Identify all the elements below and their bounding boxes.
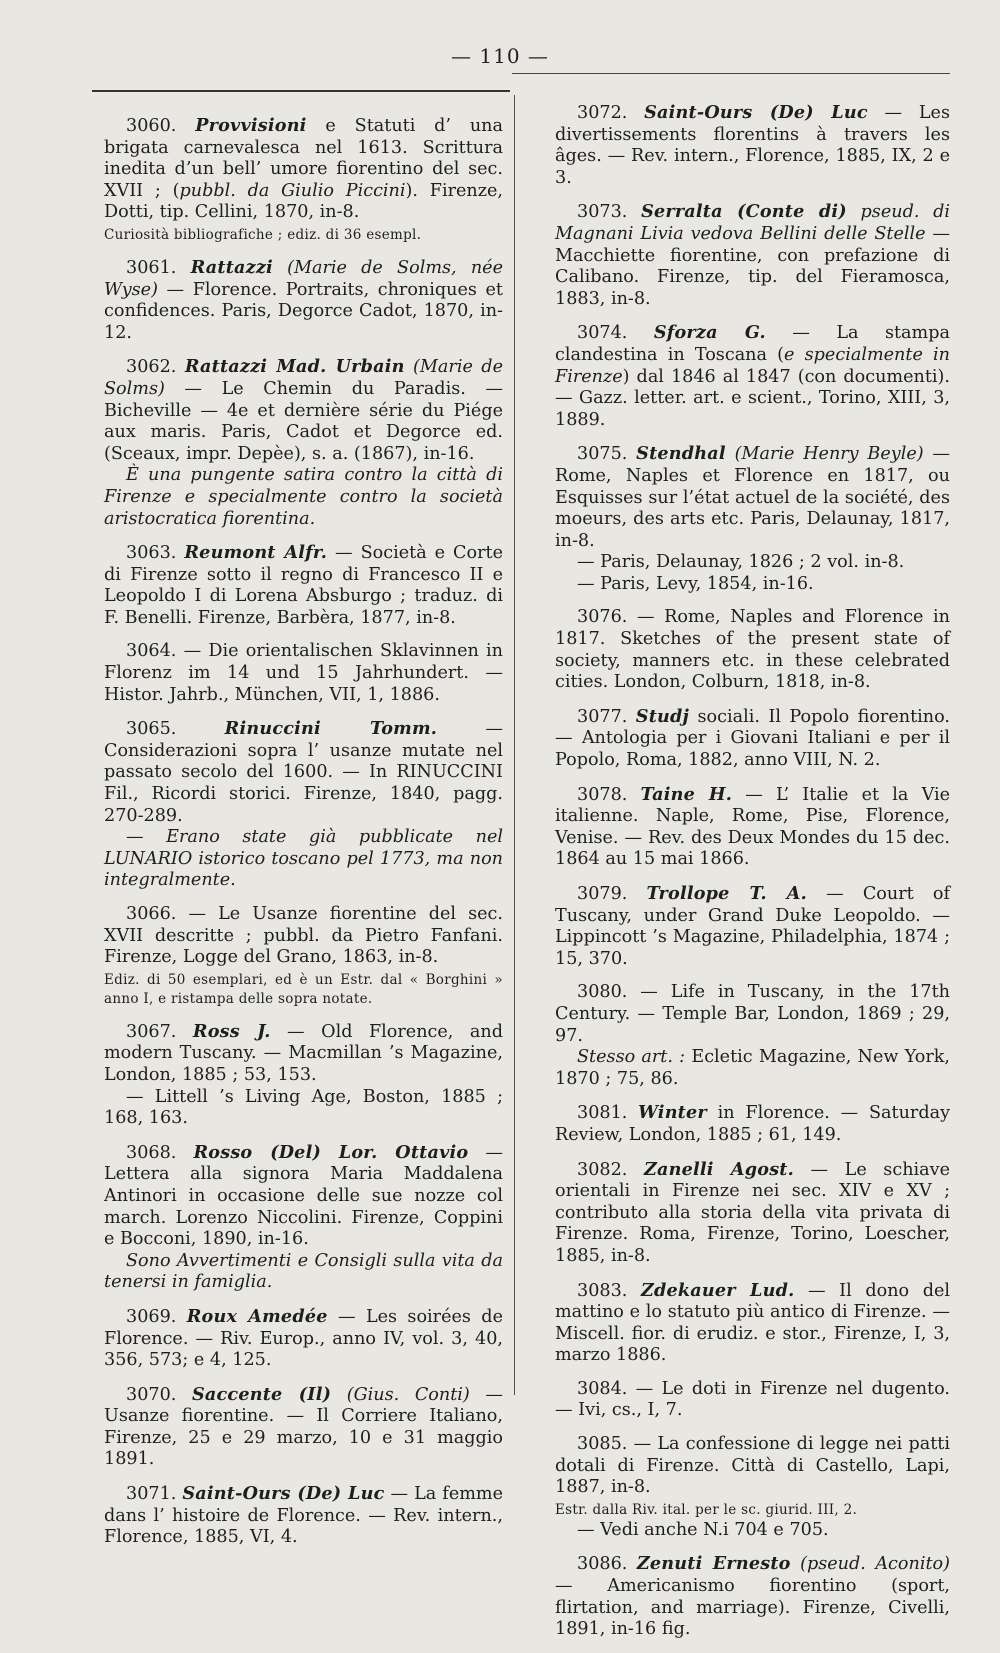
entry-number: 3083. bbox=[577, 1280, 641, 1301]
entry-text bbox=[555, 1379, 950, 1422]
entry-body: — Macchiette fiorentine, con prefazione di Calibano. Firenze, tip. del Fieramosca, 1883, in-8. bbox=[555, 223, 950, 309]
entry-text bbox=[555, 1434, 950, 1499]
entry-author: Provvisioni bbox=[195, 115, 307, 136]
entry-number: 3079. bbox=[577, 884, 647, 904]
bibliography-entry bbox=[555, 607, 950, 693]
entry-text bbox=[555, 322, 950, 431]
entry-number: 3080. bbox=[577, 982, 641, 1003]
entry-number: 3066. bbox=[126, 904, 189, 924]
entry-marked: (pseud. Aconito) bbox=[790, 1554, 950, 1575]
entry-body: — Le Chemin du Paradis. — Bicheville — 4e et dernière série du Piége aux maris. Paris, Cadot et Degorce ed. (Sceaux, impr. Depèe), s. a. (1867), in-16. bbox=[104, 378, 503, 464]
entry-text bbox=[104, 542, 503, 629]
entry-number: 3060. bbox=[126, 116, 196, 136]
bibliography-entry bbox=[104, 718, 503, 892]
entry-body: — Società e Corte di Firenze sotto il regno di Francesco II e Leopoldo I di Lorena Absburgo ; traduz. di F. Benelli. Firenze, Barbèra, 1877, in-8. bbox=[104, 543, 503, 628]
entry-body: — La confessione di legge nei patti dotali di Firenze. Città di Castello, Lapi, 1887, in-8. bbox=[555, 1434, 951, 1498]
right-column bbox=[555, 102, 950, 1653]
entry-comment-tail: Ecletic Magazine, New York, 1870 ; 75, 86. bbox=[555, 1047, 950, 1089]
bibliography-entry bbox=[555, 982, 950, 1090]
bibliography-entry bbox=[104, 542, 503, 629]
entry-comment-italic: Stesso art. : bbox=[577, 1047, 686, 1068]
entry-body: — Lettera alla signora Maria Maddalena Antinori in occasione delle sue nozze col march. Lorenzo Niccolini. Firenze, Coppini e Bocconi, 1890, in-16. bbox=[104, 1142, 504, 1250]
entry-author: Rattazzi Mad. Urbain bbox=[184, 356, 405, 378]
bibliography-entry bbox=[555, 1280, 950, 1367]
bibliography-entry bbox=[104, 1306, 503, 1372]
entry-text bbox=[104, 1021, 503, 1087]
entry-body: — Rome, Naples and Florence in 1817. Sketches of the present state of society, manners etc. in these celebrated cities. London, Colburn, 1818, in-8. bbox=[555, 607, 950, 693]
bibliography-entry bbox=[555, 443, 950, 595]
entry-text bbox=[555, 1102, 950, 1146]
entry-comment-italic: È una pungente satira contro la città di Firenze e specialmente contro la società aristocratica fiorentina. bbox=[104, 465, 503, 529]
entry-author: Ross J. bbox=[192, 1020, 271, 1042]
entry-number: 3081. bbox=[577, 1103, 639, 1124]
entry-text bbox=[104, 257, 503, 344]
column-divider bbox=[514, 95, 515, 1395]
entry-number: 3064. bbox=[126, 641, 184, 662]
entry-sub: — Paris, Levy, 1854, in-16. bbox=[577, 573, 814, 594]
entry-body: — Americanismo fiorentino (sport, flirtation, and marriage). Firenze, Civelli, 1891, in-16 fig. bbox=[555, 1576, 950, 1640]
entry-author: Saint-Ours (De) Luc bbox=[644, 102, 868, 123]
entry-number: 3067. bbox=[126, 1021, 193, 1042]
entry-number: 3078. bbox=[577, 784, 641, 805]
entry-comment bbox=[555, 1047, 950, 1090]
entry-comment-italic: Sono Avvertimenti e Consigli sulla vita da tenersi in famiglia. bbox=[104, 1250, 503, 1293]
entry-text bbox=[555, 883, 950, 970]
entry-number: 3062. bbox=[126, 357, 185, 378]
entry-author: Zdekauer Lud. bbox=[640, 1279, 795, 1301]
entry-number: 3077. bbox=[577, 706, 636, 727]
bibliography-entry bbox=[555, 1159, 950, 1268]
bibliography-entry bbox=[104, 1142, 503, 1294]
bibliography-entry bbox=[555, 1434, 950, 1541]
bibliography-entry bbox=[555, 706, 950, 772]
left-column bbox=[104, 115, 503, 1561]
entry-body: — Florence. Portraits, chroniques et confidences. Paris, Degorce Cadot, 1870, in-12. bbox=[104, 279, 503, 343]
entry-body: — L’ Italie et la Vie italienne. Naple, Rome, Pise, Florence, Venise. — Rev. des Deux Mondes du 15 dec. 1864 au 15 mai 1866. bbox=[555, 784, 950, 870]
entry-marked: (Gius. Conti) bbox=[331, 1384, 470, 1405]
entry-text bbox=[104, 718, 503, 827]
entry-body: — La stampa clandestina in Toscana ( bbox=[555, 323, 950, 365]
entry-text bbox=[104, 1142, 503, 1251]
entry-text bbox=[104, 1483, 503, 1549]
entry-text bbox=[104, 904, 503, 969]
entry-text bbox=[104, 115, 503, 224]
entry-author: Zanelli Agost. bbox=[643, 1158, 794, 1180]
bibliography-entry bbox=[104, 257, 503, 344]
bibliography-entry bbox=[555, 322, 950, 431]
entry-author: Studj bbox=[635, 705, 690, 727]
entry-body: — Les divertissements florentins à travers les âges. — Rev. intern., Florence, 1885, IX, 2 e 3. bbox=[555, 103, 951, 188]
entry-text bbox=[104, 356, 503, 465]
entry-marked: pseud. di Magnani Livia vedova Bellini delle Stelle bbox=[555, 202, 950, 244]
entry-author: Reumont Alfr. bbox=[184, 542, 328, 564]
entry-author: Rattazzi bbox=[190, 256, 273, 278]
entry-number: 3074. bbox=[577, 323, 654, 344]
entry-body: — Les soirées de Florence. — Riv. Europ., anno IV, vol. 3, 40, 356, 573; e 4, 125. bbox=[104, 1306, 503, 1371]
entry-author: Serralta (Conte di) bbox=[641, 201, 847, 223]
entry-body: — Le Usanze fiorentine del sec. XVII descritte ; pubbl. da Pietro Fanfani. Firenze, Logge del Grano, 1863, in-8. bbox=[104, 904, 503, 968]
entry-text bbox=[555, 982, 950, 1047]
entry-text bbox=[104, 1384, 503, 1471]
entry-body: — Court of Tuscany, under Grand Duke Leopoldo. — Lippincott ’s Magazine, Philadelphia, 1874 ; 15, 370. bbox=[555, 884, 950, 969]
entry-tail: ). Firenze, Dotti, tip. Cellini, 1870, in-8. bbox=[104, 180, 504, 223]
entry-text bbox=[555, 607, 950, 693]
entry-number: 3076. bbox=[577, 607, 637, 628]
entry-body: — Le doti in Firenze nel dugento. — Ivi, cs., I, 7. bbox=[555, 1378, 950, 1421]
entry-author: Zenuti Ernesto bbox=[636, 1553, 791, 1575]
entry-text bbox=[555, 1159, 950, 1268]
bibliography-entry bbox=[104, 641, 503, 706]
entry-author: Stendhal bbox=[636, 443, 726, 465]
entry-text bbox=[555, 706, 950, 772]
bibliography-entry bbox=[555, 1553, 950, 1640]
entry-body: — Il dono del mattino e lo statuto più antico di Firenze. — Miscell. fior. di erudiz. e stor., Firenze, I, 3, marzo 1886. bbox=[555, 1280, 950, 1366]
entry-number: 3086. bbox=[577, 1554, 637, 1575]
entry-text bbox=[104, 641, 503, 706]
entry-author: Saint-Ours (De) Luc bbox=[182, 1483, 385, 1505]
header-rule bbox=[512, 73, 950, 74]
bibliography-entry bbox=[104, 356, 503, 530]
entry-body: in Florence. — Saturday Review, London, 1885 ; 61, 149. bbox=[555, 1103, 951, 1145]
entry-body: — La femme dans l’ histoire de Florence. — Rev. intern., Florence, 1885, VI, 4. bbox=[104, 1484, 504, 1548]
entry-note: Ediz. di 50 esemplari, ed è un Estr. dal « Borghini » anno I, e ristampa delle sopra notate. bbox=[104, 971, 503, 1007]
entry-number: 3070. bbox=[126, 1384, 192, 1405]
entry-number: 3065. bbox=[126, 719, 225, 740]
entry-note: Estr. dalla Riv. ital. per le sc. giurid. III, 2. bbox=[555, 1501, 858, 1518]
entry-body: — Life in Tuscany, in the 17th Century. — Temple Bar, London, 1869 ; 29, 97. bbox=[555, 982, 950, 1046]
entry-comment-italic: — Erano state già pubblicate nel LUNARIO istorico toscano pel 1773, ma non integralmente. bbox=[104, 827, 503, 891]
entry-marked: (Marie de Solms, née Wyse) bbox=[104, 257, 503, 300]
entry-number: 3084. bbox=[577, 1378, 636, 1399]
entry-comment bbox=[104, 465, 503, 530]
bibliography-entry bbox=[104, 1384, 503, 1471]
entry-text bbox=[555, 102, 950, 189]
entry-sub: — Littell ’s Living Age, Boston, 1885 ; 168, 163. bbox=[104, 1086, 503, 1129]
entry-body: sociali. Il Popolo fiorentino. — Antologia per i Giovani Italiani e per il Popolo, Roma, 1882, anno VIII, N. 2. bbox=[555, 706, 950, 771]
bibliography-entry bbox=[555, 201, 950, 310]
entry-author: Trollope T. A. bbox=[646, 883, 807, 904]
entry-body: — Rome, Naples et Florence en 1817, ou Esquisses sur l’état actuel de la société, des moeurs, des arts etc. Paris, Delaunay, 1817, in-8. bbox=[555, 444, 950, 551]
entry-number: 3063. bbox=[126, 543, 185, 564]
entry-comment bbox=[104, 1251, 503, 1294]
entry-text bbox=[555, 1553, 950, 1640]
bibliography-entry bbox=[104, 904, 503, 1009]
entry-body: e Statuti d’ una brigata carnevalesca nel 1613. Scrittura inedita d’un bell’ umore fiorentino del sec. XVII ; ( bbox=[104, 116, 504, 201]
bibliography-entry bbox=[104, 1021, 503, 1130]
bibliography-entry bbox=[555, 102, 950, 189]
entry-number: 3072. bbox=[577, 103, 645, 123]
bibliography-entry bbox=[555, 1379, 950, 1422]
entry-body: — Old Florence, and modern Tuscany. — Macmillan ’s Magazine, London, 1885 ; 53, 153. bbox=[104, 1021, 503, 1085]
entry-author: Roux Amedée bbox=[186, 1305, 328, 1327]
entry-sub: — Paris, Delaunay, 1826 ; 2 vol. in-8. bbox=[577, 552, 905, 573]
bibliography-entry bbox=[104, 115, 503, 245]
bibliography-entry bbox=[555, 784, 950, 871]
entry-tail: ) dal 1846 al 1847 (con documenti). — Gazz. letter. art. e scient., Torino, XIII, 3, 1889. bbox=[555, 366, 950, 430]
entry-text bbox=[555, 1280, 950, 1367]
page-number: — 110 — bbox=[451, 44, 549, 68]
entry-author: Sforza G. bbox=[653, 322, 766, 344]
entry-body: — Usanze fiorentine. — Il Corriere Italiano, Firenze, 25 e 29 marzo, 10 e 31 maggio 1891. bbox=[104, 1384, 503, 1470]
bibliography-entry bbox=[555, 1102, 950, 1146]
entry-author: Rosso (Del) Lor. Ottavio bbox=[193, 1141, 469, 1163]
entry-marked: pubbl. da Giulio Piccini bbox=[179, 180, 406, 201]
entry-body: — Le schiave orientali in Firenze nei sec. XIV e XV ; contributo alla storia della vita privata di Firenze. Roma, Firenze, Torino, Loescher, 1885, in-8. bbox=[555, 1159, 950, 1266]
entry-note: Curiosità bibliografiche ; ediz. di 36 esempl. bbox=[104, 226, 422, 243]
entry-marked: (Marie de Solms) bbox=[104, 357, 503, 399]
column-top-rule bbox=[92, 90, 510, 92]
entry-body: — Considerazioni sopra l’ usanze mutate nel passato secolo del 1600. — In RINUCCINI Fil., Ricordi storici. Firenze, 1840, pagg. 270-289. bbox=[104, 719, 504, 826]
entry-text bbox=[104, 1306, 503, 1372]
entry-comment bbox=[104, 827, 503, 892]
entry-text bbox=[555, 784, 950, 871]
entry-author: Taine H. bbox=[640, 783, 733, 805]
entry-number: 3073. bbox=[577, 202, 642, 223]
entry-number: 3069. bbox=[126, 1306, 187, 1327]
entry-number: 3061. bbox=[126, 257, 191, 278]
bibliography-entry bbox=[104, 1483, 503, 1549]
entry-marked: e specialmente in Firenze bbox=[555, 344, 950, 387]
entry-marked: (Marie Henry Beyle) bbox=[725, 444, 924, 465]
entry-author: Rinuccini Tomm. bbox=[224, 718, 438, 740]
entry-number: 3071. bbox=[126, 1484, 183, 1505]
entry-text bbox=[555, 443, 950, 552]
entry-author: Saccente (Il) bbox=[191, 1383, 332, 1405]
entry-author: Winter bbox=[638, 1102, 707, 1124]
entry-number: 3075. bbox=[577, 444, 637, 465]
bibliography-entry bbox=[555, 883, 950, 970]
entry-number: 3082. bbox=[577, 1159, 644, 1180]
entry-number: 3085. bbox=[577, 1434, 634, 1455]
entry-body: — Die orientalischen Sklavinnen in Florenz im 14 und 15 Jahrhundert. — Histor. Jahrb., München, VII, 1, 1886. bbox=[104, 641, 504, 705]
entry-number: 3068. bbox=[126, 1142, 194, 1163]
entry-text bbox=[555, 201, 950, 310]
entry-sub: — Vedi anche N.i 704 e 705. bbox=[577, 1519, 829, 1540]
